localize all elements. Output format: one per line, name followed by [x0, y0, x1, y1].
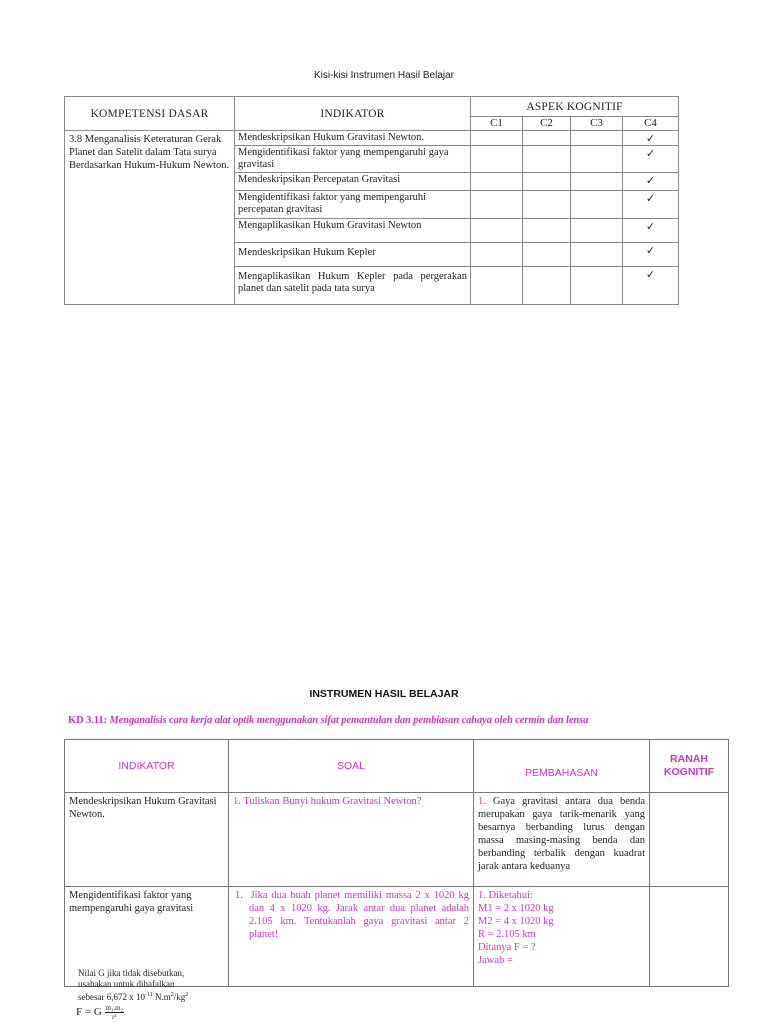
c1-cell	[471, 267, 523, 305]
header-kompetensi-dasar: KOMPETENSI DASAR	[65, 97, 235, 131]
header-c2: C2	[523, 117, 571, 131]
c2-cell	[523, 191, 571, 219]
indikator-row-4: Mengidentifikasi faktor yang mempengaruhi percepatan gravitasi	[235, 191, 471, 219]
check-icon: ✓	[623, 146, 679, 173]
row1-soal-num: 1.	[233, 796, 241, 807]
c3-cell	[571, 173, 623, 191]
formula-fraction	[105, 1004, 125, 1021]
formula-denominator: r²	[112, 1013, 117, 1021]
check-icon: ✓	[623, 267, 679, 305]
c3-cell	[571, 191, 623, 219]
header-c4: C4	[623, 117, 679, 131]
kompetensi-dasar-cell: 3.8 Menganalisis Keteraturan Gerak Planet dan Satelit dalam Tata surya Berdasarkan Hukum-Hukum Newton.	[65, 131, 235, 305]
c3-cell	[571, 146, 623, 173]
row2-pemb-line-1: 1. Diketahui:	[478, 890, 533, 901]
row1-indikator: Mendeskripsikan Hukum Gravitasi Newton.	[65, 793, 229, 887]
table2-title: INSTRUMEN HASIL BELAJAR	[309, 688, 459, 700]
header-soal: SOAL	[229, 740, 474, 793]
c3-cell	[571, 131, 623, 146]
header-pembahasan: PEMBAHASAN	[474, 740, 650, 793]
c2-cell	[523, 173, 571, 191]
kd-text: Menganalisis cara kerja alat optik menggunakan sifat pemantulan dan pembiasan cahaya oleh cermin dan lensa	[109, 715, 589, 726]
ranah-line2: KOGNITIF	[663, 766, 715, 778]
check-icon: ✓	[623, 219, 679, 243]
instrumen-table	[64, 739, 729, 987]
row2-soal	[229, 887, 474, 987]
formula-lhs: F = G	[76, 1006, 102, 1019]
row1-pembahasan	[474, 793, 650, 887]
row2-ranah	[650, 887, 729, 987]
indikator-row-5: Mengaplikasikan Hukum Gravitasi Newton	[235, 219, 471, 243]
note-line-1: Nilai G jika tidak disebutkan,	[78, 968, 185, 978]
formula-numerator: m₁.m₂	[105, 1004, 124, 1012]
check-icon: ✓	[623, 191, 679, 219]
c3-cell	[571, 219, 623, 243]
row2-pembahasan	[474, 887, 650, 987]
c1-cell	[471, 173, 523, 191]
c1-cell	[471, 191, 523, 219]
c2-cell	[523, 219, 571, 243]
indikator-row-7: Mengaplikasikan Hukum Kepler pada pergerakan planet dan satelit pada tata surya	[235, 267, 471, 305]
check-icon: ✓	[623, 173, 679, 191]
header-aspek-kognitif: ASPEK KOGNITIF	[471, 97, 679, 117]
c2-cell	[523, 131, 571, 146]
row2-pemb-line-4: R = 2.105 km	[478, 929, 536, 940]
c3-cell	[571, 267, 623, 305]
row2-indikator: Mengidentifikasi faktor yang mempengaruhi gaya gravitasi	[65, 887, 229, 987]
ranah-line1: RANAH	[670, 753, 708, 765]
c1-cell	[471, 146, 523, 173]
c2-cell	[523, 243, 571, 267]
indikator-row-1: Mendeskripsikan Hukum Gravitasi Newton.	[235, 131, 471, 146]
row1-soal	[229, 793, 474, 887]
note-line-2: usahakan untuk dihafalkan	[78, 979, 175, 989]
kd-statement	[68, 715, 728, 726]
check-icon: ✓	[623, 243, 679, 267]
gravity-constant-note	[78, 968, 238, 1003]
c1-cell	[471, 131, 523, 146]
gravity-formula	[76, 1004, 124, 1021]
row2-pemb-line-6: Jawab =	[478, 955, 513, 966]
row2-soal-text: Jika dua buah planet memiliki massa 2 x 1020 kg dan 4 x 1020 kg. Jarak antar dua planet adalah 2.105 km. Tentukanlah gaya gravitasi antar 2 planet!	[249, 890, 470, 940]
c1-cell	[471, 219, 523, 243]
row2-pemb-line-2: M1 = 2 x 1020 kg	[478, 903, 554, 914]
indikator-row-3: Mendeskripsikan Percepatan Gravitasi	[235, 173, 471, 191]
indikator-row-2: Mengidentifikasi faktor yang mempengaruhi gaya gravitasi	[235, 146, 471, 173]
indikator-row-6: Mendeskripsikan Hukum Kepler	[235, 243, 471, 267]
header-c3: C3	[571, 117, 623, 131]
row2-pemb-line-5: Ditanya F = ?	[478, 942, 536, 953]
row1-pemb-num: 1.	[478, 796, 486, 807]
header-ranah-kognitif	[650, 740, 729, 793]
kisi-kisi-table	[64, 96, 679, 305]
header-indikator-2: INDIKATOR	[65, 740, 229, 793]
row1-soal-text: Tuliskan Bunyi hukum Gravitasi Newton?	[243, 796, 422, 807]
header-indikator: INDIKATOR	[235, 97, 471, 131]
c1-cell	[471, 243, 523, 267]
header-c1: C1	[471, 117, 523, 131]
c2-cell	[523, 267, 571, 305]
row2-soal-num: 1.	[235, 890, 243, 901]
c2-cell	[523, 146, 571, 173]
row1-ranah	[650, 793, 729, 887]
row2-pemb-line-3: M2 = 4 x 1020 kg	[478, 916, 554, 927]
check-icon: ✓	[623, 131, 679, 146]
table1-title: Kisi-kisi Instrumen Hasil Belajar	[313, 70, 455, 81]
note-line-3: sebesar 6,672 x $10^{-11}$ $N.m^2/kg^2$	[78, 992, 189, 1002]
c3-cell	[571, 243, 623, 267]
kd-label: KD 3.11:	[68, 715, 110, 726]
row1-pemb-text: Gaya gravitasi antara dua benda merupakan gaya tarik-menarik yang besarnya berbanding lurus dengan massa masing-masing benda dan berbanding terbalik dengan kuadrat jarak antara keduanya	[478, 796, 646, 872]
